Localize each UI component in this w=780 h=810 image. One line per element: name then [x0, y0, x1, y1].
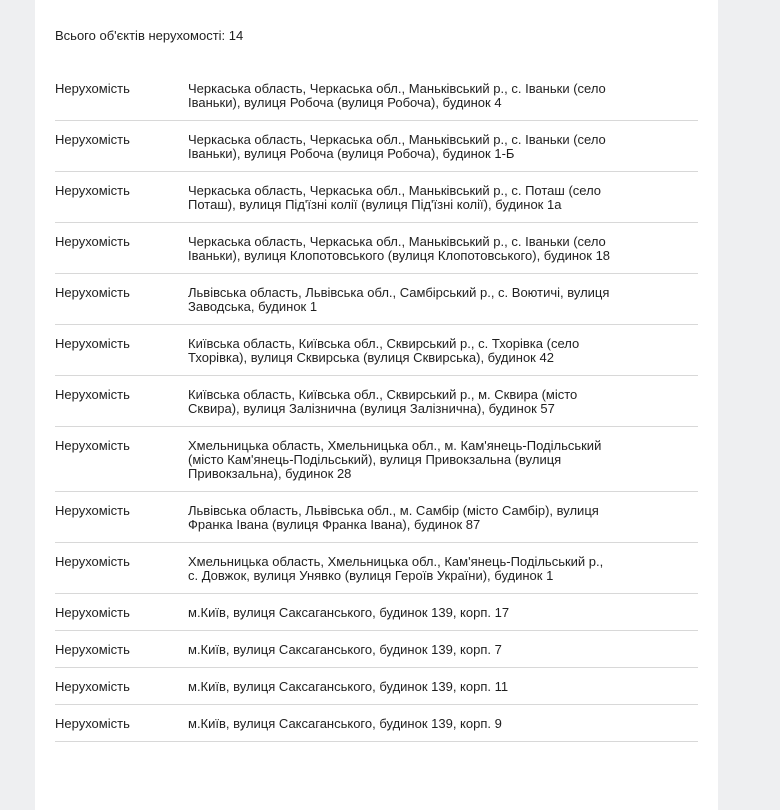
- property-type: Нерухомість: [55, 81, 130, 96]
- property-type: Нерухомість: [55, 234, 130, 249]
- property-address: м.Київ, вулиця Саксаганського, будинок 139, корп. 17: [188, 605, 510, 620]
- list-item: [55, 631, 698, 668]
- list-item: [55, 223, 698, 274]
- property-type: Нерухомість: [55, 679, 130, 694]
- list-item: [55, 705, 698, 742]
- list-item: [55, 427, 698, 492]
- property-type: Нерухомість: [55, 554, 130, 569]
- objects-count: Всього об'єктів нерухомості: 14: [55, 28, 244, 43]
- property-type: Нерухомість: [55, 387, 130, 402]
- property-address: Київська область, Київська обл., Сквирський р., с. Тхорівка (село Тхорівка), вулиця Сквирська (вулиця Сквирська), будинок 42: [188, 336, 580, 365]
- document-page: [35, 0, 718, 810]
- property-type: Нерухомість: [55, 642, 130, 657]
- list-item: [55, 376, 698, 427]
- property-type: Нерухомість: [55, 336, 130, 351]
- property-address: Львівська область, Львівська обл., Самбірський р., с. Воютичі, вулиця Заводська, будинок 1: [188, 285, 610, 314]
- list-item: [55, 543, 698, 594]
- property-type: Нерухомість: [55, 503, 130, 518]
- property-address: м.Київ, вулиця Саксаганського, будинок 139, корп. 9: [188, 716, 502, 731]
- list-item: [55, 325, 698, 376]
- property-type: Нерухомість: [55, 285, 130, 300]
- property-type: Нерухомість: [55, 438, 130, 453]
- property-address: м.Київ, вулиця Саксаганського, будинок 139, корп. 11: [188, 679, 509, 694]
- list-item: [55, 172, 698, 223]
- list-item: [55, 668, 698, 705]
- list-item: [55, 70, 698, 121]
- property-address: Черкаська область, Черкаська обл., Маньківський р., с. Поташ (село Поташ), вулиця Під'їзні колії (вулиця Під'їзні колії), будинок 1а: [188, 183, 602, 212]
- property-type: Нерухомість: [55, 716, 130, 731]
- property-address: Хмельницька область, Хмельницька обл., Кам'янець-Подільський р., с. Довжок, вулиця Унявко (вулиця Героїв України), будинок 1: [188, 554, 604, 583]
- property-address: Львівська область, Львівська обл., м. Самбір (місто Самбір), вулиця Франка Івана (вулиця Франка Івана), будинок 87: [188, 503, 599, 532]
- list-item: [55, 274, 698, 325]
- property-address: Черкаська область, Черкаська обл., Маньківський р., с. Іваньки (село Іваньки), вулиця Клопотовського (вулиця Клопотовського), будинок 18: [188, 234, 611, 263]
- list-item: [55, 594, 698, 631]
- property-type: Нерухомість: [55, 132, 130, 147]
- property-address: Київська область, Київська обл., Сквирський р., м. Сквира (місто Сквира), вулиця Залізнична (вулиця Залізнична), будинок 57: [188, 387, 578, 416]
- property-type: Нерухомість: [55, 183, 130, 198]
- list-item: [55, 121, 698, 172]
- property-address: Черкаська область, Черкаська обл., Маньківський р., с. Іваньки (село Іваньки), вулиця Робоча (вулиця Робоча), будинок 4: [188, 81, 606, 110]
- property-list: [55, 70, 698, 742]
- list-item: [55, 492, 698, 543]
- property-address: м.Київ, вулиця Саксаганського, будинок 139, корп. 7: [188, 642, 502, 657]
- property-address: Черкаська область, Черкаська обл., Маньківський р., с. Іваньки (село Іваньки), вулиця Робоча (вулиця Робоча), будинок 1-Б: [188, 132, 606, 161]
- property-address: Хмельницька область, Хмельницька обл., м. Кам'янець-Подільський (місто Кам'янець-Подільський), вулиця Привокзальна (вулиця Привокзальна), будинок 28: [188, 438, 602, 481]
- property-type: Нерухомість: [55, 605, 130, 620]
